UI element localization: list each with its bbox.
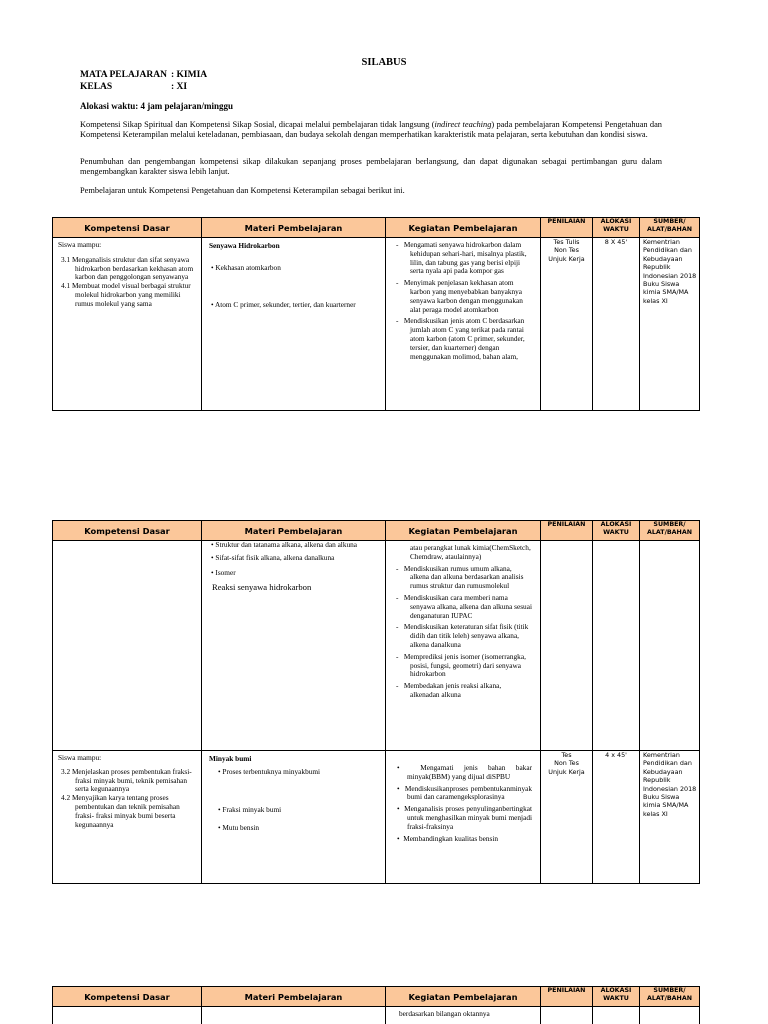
sumber-line: Kementrian	[643, 751, 680, 759]
kd-item: 4.1 Membuat model visual berbagai struktur molekul hidrokarbon yang memiliki rumus molekul yang sama	[61, 281, 191, 308]
header-kegiatan: Kegiatan Pembelajaran	[386, 218, 541, 238]
materi-item-text: Mutu bensin	[222, 823, 260, 833]
kegiatan-cell	[386, 751, 541, 884]
header-sumber-line2: ALAT/BAHAN	[647, 226, 692, 233]
penilaian-item: Tes Tulis	[553, 238, 580, 246]
header-penilaian: PENILAIAN	[541, 521, 593, 541]
kegiatan-item-text: Membedakan jenis reaksi alkana, alkenadan alkuna	[403, 681, 502, 699]
kegiatan-item-text: Mendiskusikan cara memberi nama senyawa alkana, alkena dan alkuna sesuai denganaturan IUPAC	[403, 592, 532, 620]
sumber-line: Kementrian	[643, 238, 680, 246]
sumber-line: Buku Siswa	[643, 280, 680, 289]
materi-item: • Fraksi minyak bumi	[218, 804, 282, 814]
syllabus-table-2	[52, 520, 700, 884]
header-penilaian: PENILAIAN	[541, 218, 593, 238]
header-sumber-line2: ALAT/BAHAN	[647, 995, 692, 1002]
penilaian-cell	[541, 541, 593, 751]
penilaian-item: Tes	[561, 751, 572, 759]
header-sumber-line1: SUMBER/	[653, 521, 686, 528]
materi-cell	[202, 541, 386, 751]
header-kegiatan: Kegiatan Pembelajaran	[386, 987, 541, 1007]
sumber-line: Indonesian 2018	[643, 784, 697, 793]
materi-heading: Minyak bumi	[209, 754, 252, 763]
penilaian-item: Non Tes	[554, 246, 579, 255]
sumber-line: Pendidikan dan	[643, 246, 692, 255]
kegiatan-item: • Membandingkan kualitas bensin	[397, 833, 499, 843]
sumber-line: kimia SMA/MA	[643, 801, 689, 810]
kegiatan-cell	[386, 238, 541, 411]
header-alokasi	[593, 987, 640, 1007]
alokasi-cell	[593, 238, 640, 411]
header-kompetensi-dasar: Kompetensi Dasar	[53, 987, 202, 1007]
kegiatan-item: • Menganalisis proses penyulinganbertingkat untuk menghasilkan minyak bumi menjadi fraksi-fraksinya	[397, 804, 532, 831]
kegiatan-item-text: Menganalisis proses penyulinganbertingkat untuk menghasilkan minyak bumi menjadi fraksi-fraksinya	[404, 804, 532, 831]
kegiatan-item-text: Mendiskusikan keteraturan sifat fisik (titik didih dan titik leleh) senyawa alkana, alkena danalkuna	[403, 622, 529, 649]
kegiatan-item-text: Mendiskusikan jenis atom C berdasarkan jumlah atom C yang terikat pada rantai atom karbon (atom C primer, sekunder, tersier, dan kuarterner) dengan menggunakan molimod, bahan alam,	[403, 316, 525, 361]
header-alokasi-line1: ALOKASI	[600, 521, 632, 528]
kegiatan-item-text: Mengamati jenis bahan bakar minyak(BBM) yang dijual diSPBU	[407, 763, 532, 781]
materi-item: • Proses terbentuknya minyakbumi	[218, 766, 321, 776]
materi-reaksi: Reaksi senyawa hidrokarbon	[212, 582, 312, 593]
materi-item-text: Atom C primer, sekunder, tertier, dan kuarterner	[214, 299, 356, 309]
materi-item-text: Proses terbentuknya minyakbumi	[222, 766, 321, 776]
kd-intro: Siswa mampu:	[58, 240, 102, 249]
kd-cell	[53, 751, 202, 884]
class-line	[80, 82, 187, 92]
materi-item: • Kekhasan atomkarbon	[211, 262, 281, 272]
kegiatan-item: - Mendiskusikan jenis atom C berdasarkan jumlah atom C yang terikat pada rantai atom karbon (atom C primer, sekunder, tersier, dan kuarterner) dengan menggunakan molimod, bahan alam,	[396, 316, 525, 361]
penilaian-item: Unjuk Kerja	[548, 767, 585, 776]
header-kompetensi-dasar: Kompetensi Dasar	[53, 218, 202, 238]
header-sumber	[640, 987, 700, 1007]
header-alokasi-line1: ALOKASI	[600, 987, 632, 994]
sumber-line: Republik	[643, 263, 671, 272]
materi-item: • Atom C primer, sekunder, tertier, dan kuarterner	[211, 299, 356, 309]
header-alokasi	[593, 218, 640, 238]
kegiatan-cell	[386, 541, 541, 751]
header-materi: Materi Pembelajaran	[202, 521, 386, 541]
intro-paragraph-1-part-b: ) pada pembelajaran Kompetensi Pengetahuan dan Kompetensi Keterampilan melalui keteladanan, pembiasaan, dan budaya sekolah dengan memperhatikan karakteristik mata pelajaran, serta kebutuhan dan kondisi siswa.	[80, 120, 662, 139]
table-row	[53, 751, 700, 884]
penilaian-item: Non Tes	[554, 759, 579, 768]
kegiatan-item: • Mengamati jenis bahan bakar minyak(BBM) yang dijual diSPBU	[397, 763, 532, 781]
kegiatan-item: - Mendiskusikan keteraturan sifat fisik (titik didih dan titik leleh) senyawa alkana, alkena danalkuna	[396, 622, 529, 649]
materi-item: • Mutu bensin	[218, 823, 260, 833]
penilaian-cell	[541, 238, 593, 411]
intro-paragraph-1-italic: indirect teaching	[434, 120, 492, 129]
intro-paragraph-1	[80, 120, 662, 140]
header-materi: Materi Pembelajaran	[202, 218, 386, 238]
kegiatan-continuation: berdasarkan bilangan oktannya	[399, 1009, 490, 1018]
materi-cell	[202, 238, 386, 411]
header-penilaian: PENILAIAN	[541, 987, 593, 1007]
materi-item-text: Struktur dan tatanama alkana, alkena dan alkuna	[215, 541, 358, 549]
alokasi-cell	[593, 541, 640, 751]
kd-cell	[53, 1007, 202, 1024]
table-header-row	[53, 218, 700, 238]
kegiatan-item-text: Menyimak penjelasan kekhasan atom karbon yang menyebabkan banyaknya senyawa karbon dengan menggunakan alat peraga model atomkarbon	[403, 278, 523, 314]
header-materi: Materi Pembelajaran	[202, 987, 386, 1007]
subject-value: : KIMIA	[171, 70, 208, 80]
materi-cell	[202, 751, 386, 884]
sumber-cell	[640, 1007, 700, 1024]
header-kegiatan: Kegiatan Pembelajaran	[386, 521, 541, 541]
sumber-line: kelas XI	[643, 809, 668, 818]
materi-item: • Sifat-sifat fisik alkana, alkena danalkuna	[211, 552, 335, 562]
kegiatan-item: - Memprediksi jenis isomer (isomerrangka, posisi, fungsi, geometri) dari senyawa hidrokarbon	[396, 651, 526, 679]
sumber-line: Kebudayaan	[643, 767, 683, 776]
sumber-line: kimia SMA/MA	[643, 288, 689, 297]
kegiatan-item: • Mendiskusikanproses pembentukanminyak bumi dan caramengeksplorasinya	[397, 783, 532, 802]
materi-cell	[202, 1007, 386, 1024]
sumber-line: Pendidikan dan	[643, 759, 692, 768]
header-alokasi-line2: WAKTU	[603, 995, 629, 1002]
subject-label: MATA PELAJARAN	[80, 70, 167, 80]
page-title: SILABUS	[361, 57, 407, 68]
kd-intro: Siswa mampu:	[58, 753, 102, 762]
kd-cell	[53, 541, 202, 751]
syllabus-table-3	[52, 986, 700, 1024]
table-header-row	[53, 521, 700, 541]
sumber-line: kelas XI	[643, 296, 668, 305]
materi-item-text: Sifat-sifat fisik alkana, alkena danalkuna	[215, 552, 335, 562]
penilaian-item: Unjuk Kerja	[548, 254, 585, 263]
header-sumber-line1: SUMBER/	[653, 218, 686, 225]
time-allocation: Alokasi waktu: 4 jam pelajaran/minggu	[80, 101, 234, 111]
penilaian-cell	[541, 751, 593, 884]
header-alokasi	[593, 521, 640, 541]
sumber-cell	[640, 238, 700, 411]
kegiatan-item-text: Mengamati senyawa hidrokarbon dalam kehidupan sehari-hari, misalnya plastik, lilin, dan tabung gas yang berisi elpiji serta nyala api pada kompor gas	[403, 240, 527, 276]
kegiatan-cell	[386, 1007, 541, 1024]
sumber-line: Republik	[643, 776, 671, 785]
table-row	[53, 238, 700, 411]
table-row	[53, 541, 700, 751]
alokasi-value: 4 x 45'	[605, 751, 627, 759]
subject-line	[80, 70, 207, 80]
kegiatan-item: - Mendiskusikan rumus umum alkana, alkena dan alkuna berdasarkan analisis rumus struktur dan rumusmolekul	[396, 563, 524, 591]
penilaian-cell	[541, 1007, 593, 1024]
alokasi-cell	[593, 1007, 640, 1024]
sumber-line: Kebudayaan	[643, 254, 683, 263]
kd-cell	[53, 238, 202, 411]
syllabus-table-1	[52, 217, 700, 411]
materi-heading: Senyawa Hidrokarbon	[209, 241, 280, 250]
kegiatan-item: - Membedakan jenis reaksi alkana, alkenadan alkuna	[396, 681, 502, 699]
header-sumber-line1: SUMBER/	[653, 987, 686, 994]
kegiatan-item-text: Mendiskusikanproses pembentukanminyak bumi dan caramengeksplorasinya	[404, 783, 532, 802]
header-alokasi-line1: ALOKASI	[600, 218, 632, 225]
materi-item-text: Kekhasan atomkarbon	[215, 262, 281, 272]
header-kompetensi-dasar: Kompetensi Dasar	[53, 521, 202, 541]
class-label: KELAS	[80, 82, 113, 92]
header-alokasi-line2: WAKTU	[603, 226, 629, 233]
table-header-row	[53, 987, 700, 1007]
header-sumber-line2: ALAT/BAHAN	[647, 529, 692, 536]
kegiatan-item: - Mengamati senyawa hidrokarbon dalam kehidupan sehari-hari, misalnya plastik, lilin, dan tabung gas yang berisi elpiji serta nyala api pada kompor gas	[396, 240, 527, 276]
materi-item: • Isomer	[211, 567, 236, 577]
class-value: : XI	[171, 82, 188, 92]
sumber-cell	[640, 751, 700, 884]
kd-item: 3.2 Menjelaskan proses pembentukan fraksi-fraksi minyak bumi, teknik pemisahan serta kegunaannya	[61, 766, 192, 794]
kd-item: 3.1 Menganalisis struktur dan sifat senyawa hidrokarbon berdasarkan kekhasan atom karbon dan penggolongan senyawanya	[61, 254, 194, 282]
intro-paragraph-2: Penumbuhan dan pengembangan kompetensi sikap dilakukan sepanjang proses pembelajaran berlangsung, dan dapat digunakan sebagai pertimbangan guru dalam mengembangkan karakter siswa lebih lanjut.	[80, 157, 662, 176]
kegiatan-item-text: Memprediksi jenis isomer (isomerrangka, posisi, fungsi, geometri) dari senyawa hidrokarbon	[403, 651, 526, 679]
sumber-line: Indonesian 2018	[643, 271, 697, 280]
intro-paragraph-1-part-a: Kompetensi Sikap Spiritual dan Kompetensi Sikap Sosial, dicapai melalui pembelajaran tidak langsung (	[80, 120, 435, 129]
alokasi-cell	[593, 751, 640, 884]
materi-item-text: Fraksi minyak bumi	[222, 804, 282, 814]
intro-paragraph-3: Pembelajaran untuk Kompetensi Pengetahuan dan Kompetensi Keterampilan sebagai berikut ini.	[80, 186, 405, 195]
table-row	[53, 1007, 700, 1024]
kegiatan-item-text: Membandingkan kualitas bensin	[403, 833, 499, 843]
kegiatan-item: - Mendiskusikan cara memberi nama senyawa alkana, alkena dan alkuna sesuai denganaturan IUPAC	[396, 592, 532, 620]
header-sumber	[640, 218, 700, 238]
kegiatan-item: - Menyimak penjelasan kekhasan atom karbon yang menyebabkan banyaknya senyawa karbon dengan menggunakan alat peraga model atomkarbon	[396, 278, 523, 314]
sumber-line: Buku Siswa	[643, 793, 680, 802]
header-sumber	[640, 521, 700, 541]
alokasi-value: 8 X 45'	[604, 238, 628, 246]
materi-item-text: Isomer	[215, 567, 236, 577]
sumber-cell	[640, 541, 700, 751]
kegiatan-continuation: atau perangkat lunak kimia(ChemSketch, Chemdraw, ataulainnya)	[410, 543, 531, 561]
header-alokasi-line2: WAKTU	[603, 529, 629, 536]
materi-item: • Struktur dan tatanama alkana, alkena dan alkuna	[211, 541, 358, 549]
kd-item: 4.2 Menyajikan karya tentang proses pembentukan dan teknik pemisahan fraksi- fraksi minyak bumi beserta kegunaannya	[61, 793, 180, 829]
kegiatan-item-text: Mendiskusikan rumus umum alkana, alkena dan alkuna berdasarkan analisis rumus struktur dan rumusmolekul	[403, 563, 524, 591]
